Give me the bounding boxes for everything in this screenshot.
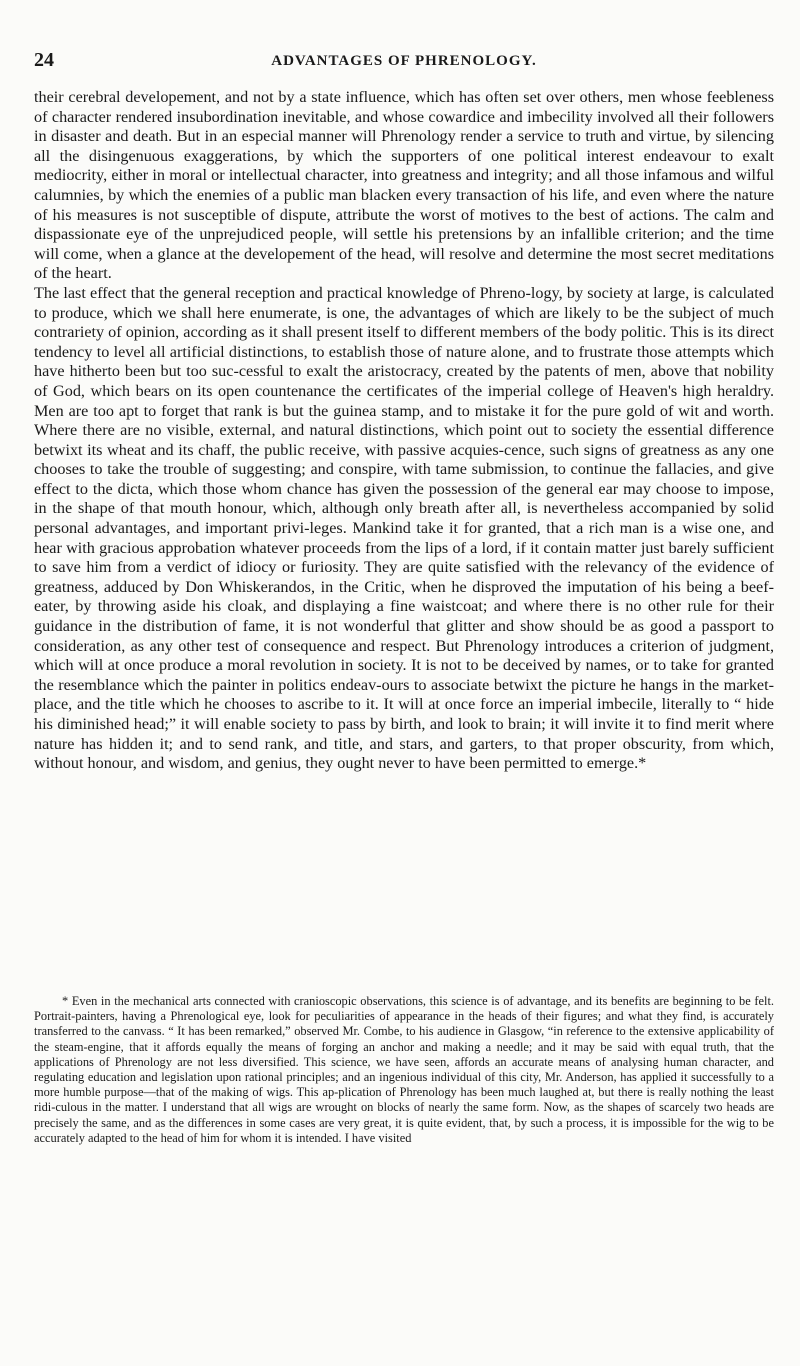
footnote: * Even in the mechanical arts connected with cranioscopic observations, this science is of advantage, and its benefits are beginning to be felt. Portrait-painters, having a Phrenological eye, look for peculiarities of appearance in the heads of their figures; and what they find, is accurately transferred to the canvass. “ It has been remarked,” observed Mr. Combe, to his audience in Glasgow, “in reference to the extensive applicability of the steam-engine, that it affords equally the means of forging an anchor and making a needle; and it may be said with equal truth, that the applications of Phrenology are not less diversified. This science, we have seen, affords an accurate means of analysing human character, and regulating education and legislation upon rational principles; and an ingenious individual of this city, Mr. Anderson, has applied it successfully to a more humble purpose—that of the making of wigs. This ap-plication of Phrenology has been much laughed at, but there is really nothing the least ridi-culous in the matter. I understand that all wigs are wrought on blocks of nearly the same form. Now, as the shapes of scarcely two heads are precisely the same, and as the differences in some cases are very great, it is quite evident, that, by such a process, it is impossible for the wig to be accurately adapted to the head of him for whom it is intended. I have visited: [34, 994, 774, 1145]
paragraph: their cerebral developement, and not by a state influence, which has often set over others, men whose feebleness of character rendered insubordination inevitable, and whose cowardice and imbecility involved all their followers in disaster and death. But in an especial manner will Phrenology render a service to truth and virtue, by silencing all the disingenuous exaggerations, by which the supporters of one political interest endeavour to exalt mediocrity, either in moral or intellectual character, into greatness and integrity; and all those infamous and wilful calumnies, by which the enemies of a public man blacken every transaction of his life, and even where the nature of his measures is not susceptible of dispute, attribute the worst of motives to the best of actions. The calm and dispassionate eye of the unprejudiced people, will settle his pretensions by an infallible criterion; and the time will come, when a glance at the developement of the head, will resolve and determine the most secret meditations of the heart.: [34, 88, 774, 283]
running-head: [34, 48, 774, 72]
paragraph: The last effect that the general reception and practical knowledge of Phreno-logy, by society at large, is calculated to produce, which we shall here enumerate, is one, the advantages of which are likely to be the subject of much contrariety of opinion, according as it shall present itself to different members of the body politic. This is its direct tendency to level all artificial distinctions, to establish those of nature alone, and to frustrate those attempts which have hitherto been but too suc-cessful to exalt the aristocracy, created by the patents of men, above that nobility of God, which bears on its open countenance the certificates of the imperial college of Heaven's high heraldry. Men are too apt to forget that rank is but the guinea stamp, and to mistake it for the pure gold of wit and worth. Where there are no visible, external, and natural distinctions, which point out to society the essential difference betwixt its wheat and its chaff, the public receive, with passive acquies-cence, such signs of greatness as any one chooses to take the trouble of suggesting; and conspire, with tame submission, to continue the fallacies, and give effect to the dicta, which those whom chance has given the possession of the general ear may choose to impose, in the shape of that mouth honour, which, although only breath after all, is nevertheless accompanied by solid personal advantages, and important privi-leges. Mankind take it for granted, that a rich man is a wise one, and hear with gracious approbation whatever proceeds from the lips of a lord, if it contain matter just barely sufficient to save him from a verdict of idiocy or furiosity. They are quite satisfied with the relevancy of the evidence of greatness, adduced by Don Whiskerandos, in the Critic, when he disproved the imputation of his being a beef-eater, by throwing aside his cloak, and displaying a fine waistcoat; and where there is no other rule for their guidance in the distribution of fame, it is not wonderful that glitter and show should be as good a passport to consideration, as any other test of consequence and respect. But Phrenology introduces a criterion of judgment, which will at once produce a moral revolution in society. It is not to be deceived by names, or to take for granted the resemblance which the painter in politics endeav-ours to associate betwixt the picture he hangs in the market-place, and the title which he chooses to ascribe to it. It will at once force an imperial imbecile, literally to “ hide his diminished head;” it will enable society to pass by birth, and look to brain; it will invite it to find merit where nature has hidden it; and to send rank, and title, and stars, and garters, to that proper obscurity, from which, without honour, and wisdom, and genius, they ought never to have been permitted to emerge.*: [34, 283, 774, 773]
page-number: 24: [34, 49, 54, 71]
running-title: ADVANTAGES OF PHRENOLOGY.: [271, 53, 537, 69]
body-text: [34, 88, 774, 774]
